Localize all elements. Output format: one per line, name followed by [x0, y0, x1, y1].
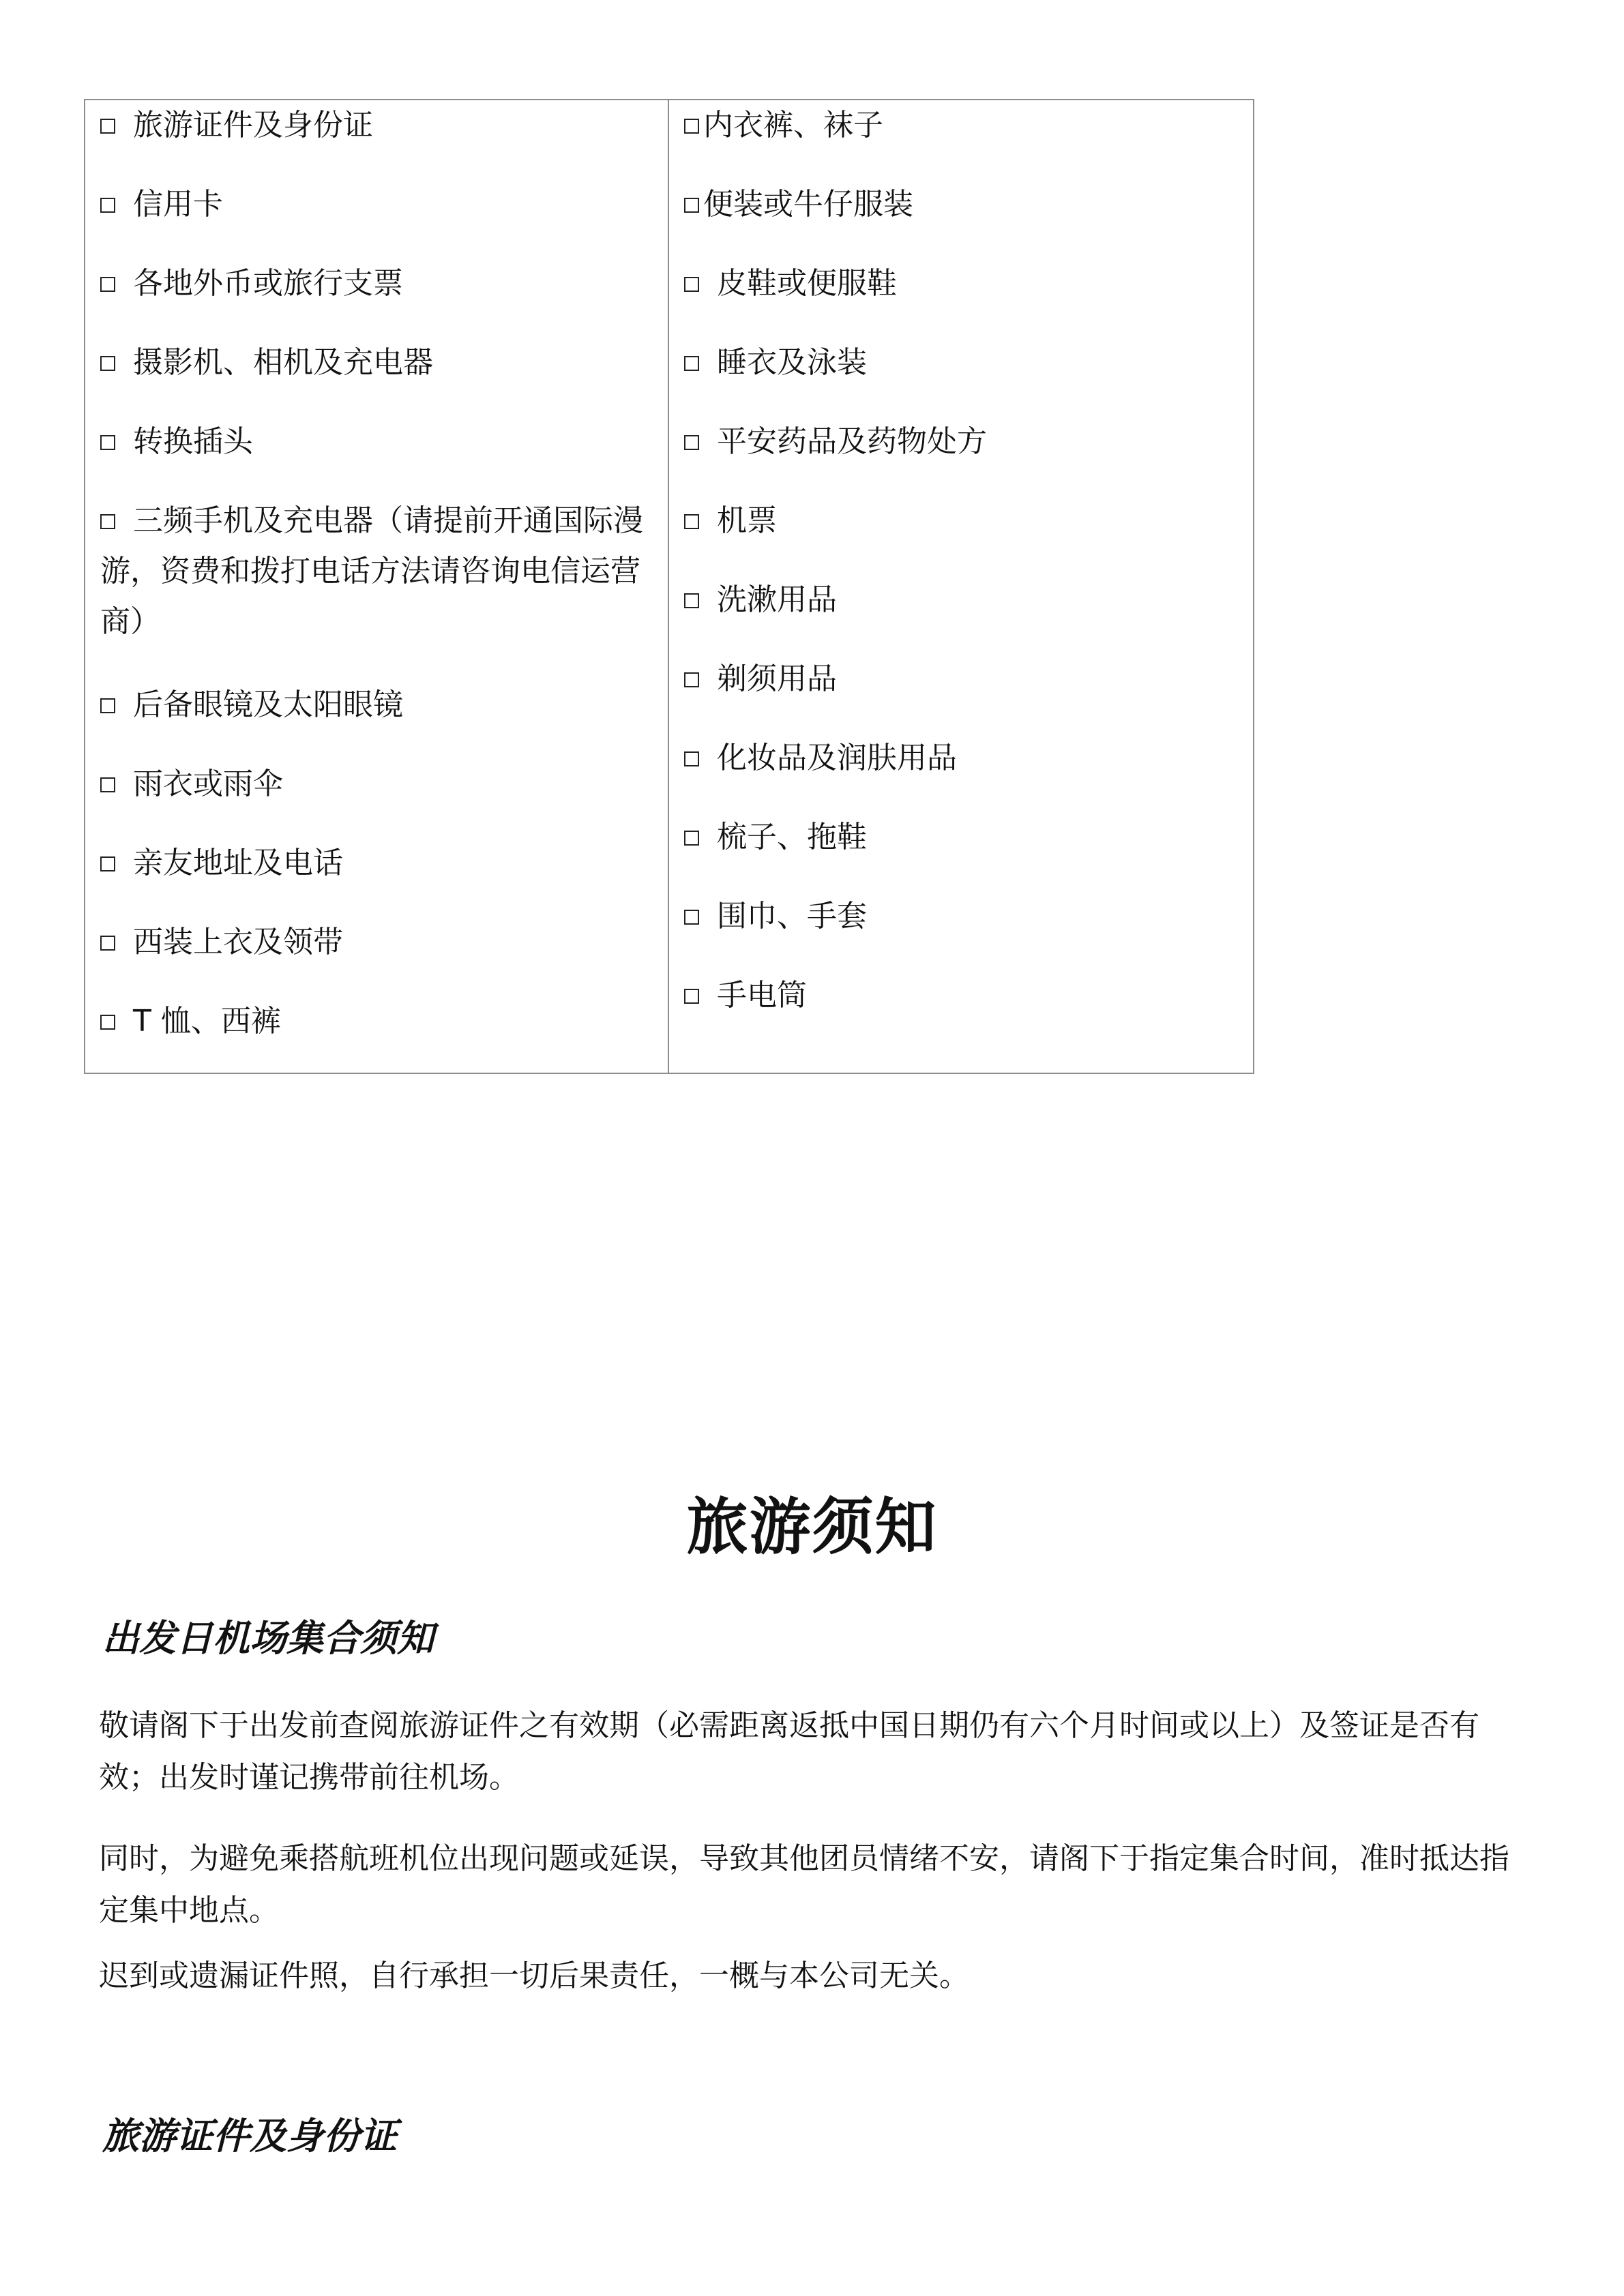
checklist-right-column [669, 100, 1253, 1073]
checklist-item[interactable]: 信用卡 [100, 179, 653, 230]
checkbox-icon[interactable] [100, 936, 115, 951]
checkbox-icon[interactable] [684, 356, 699, 371]
checklist-item[interactable]: 睡衣及泳装 [684, 338, 1238, 388]
page-title: 旅游须知 [686, 1491, 938, 1563]
checklist-item[interactable]: 梳子、拖鞋 [684, 812, 1238, 863]
paragraph-document-validity: 敬请阁下于出发前查阅旅游证件之有效期（必需距离返抵中国日期仍有六个月时间或以上）及签证是否有效；出发时谨记携带前往机场。 [99, 1708, 1479, 1795]
packing-checklist-table [84, 99, 1254, 1074]
checklist-item[interactable]: 围巾、手套 [684, 891, 1238, 942]
checkbox-icon[interactable] [684, 672, 699, 687]
checkbox-icon[interactable] [684, 989, 699, 1004]
checklist-item[interactable]: 平安药品及药物处方 [684, 417, 1238, 467]
checkbox-icon[interactable] [684, 514, 699, 529]
checklist-item[interactable]: 旅游证件及身份证 [100, 100, 653, 151]
checklist-item[interactable]: 化妆品及润肤用品 [684, 733, 1238, 784]
checklist-item[interactable]: 内衣裤、袜子 [684, 100, 1238, 151]
checklist-item[interactable]: 亲友地址及电话 [100, 838, 653, 889]
checkbox-icon[interactable] [100, 198, 115, 213]
section-heading-travel-documents: 旅游证件及身份证 [102, 2115, 397, 2158]
checklist-item[interactable]: 转换插头 [100, 417, 653, 467]
checkbox-icon[interactable] [684, 751, 699, 766]
checkbox-icon[interactable] [100, 119, 115, 134]
checkbox-icon[interactable] [100, 514, 115, 529]
checklist-item[interactable]: 后备眼镜及太阳眼镜 [100, 680, 653, 730]
checklist-item[interactable]: 三频手机及充电器（请提前开通国际漫游，资费和拨打电话方法请咨询电信运营商） [100, 503, 643, 639]
checkbox-icon[interactable] [100, 1015, 115, 1030]
checkbox-icon[interactable] [684, 910, 699, 925]
checklist-item[interactable]: 皮鞋或便服鞋 [684, 258, 1238, 309]
checklist-item[interactable]: 洗漱用品 [684, 575, 1238, 625]
checklist-item[interactable]: 手电筒 [684, 970, 1238, 1021]
paragraph-liability: 迟到或遗漏证件照，自行承担一切后果责任，一概与本公司无关。 [99, 1958, 969, 1993]
checkbox-icon[interactable] [100, 435, 115, 450]
checkbox-icon[interactable] [100, 356, 115, 371]
checkbox-icon[interactable] [684, 277, 699, 292]
checkbox-icon[interactable] [100, 777, 115, 792]
section-heading-departure: 出发日机场集合须知 [102, 1617, 434, 1660]
checkbox-icon[interactable] [684, 831, 699, 846]
checkbox-icon[interactable] [100, 856, 115, 871]
checklist-item[interactable]: 雨衣或雨伞 [100, 759, 653, 809]
checkbox-icon[interactable] [100, 698, 115, 713]
checklist-item[interactable]: 西装上衣及领带 [100, 917, 653, 968]
checklist-item[interactable]: 剃须用品 [684, 654, 1238, 704]
checklist-item[interactable]: T 恤、西裤 [100, 996, 653, 1047]
checklist-item[interactable]: 各地外币或旅行支票 [100, 258, 653, 309]
paragraph-punctuality: 同时，为避免乘搭航班机位出现问题或延误，导致其他团员情绪不安，请阁下于指定集合时间，准时抵达指定集中地点。 [99, 1841, 1509, 1928]
checkbox-icon[interactable] [684, 119, 699, 134]
checklist-item[interactable]: 便装或牛仔服装 [684, 179, 1238, 230]
checkbox-icon[interactable] [684, 435, 699, 450]
checkbox-icon[interactable] [684, 593, 699, 608]
checklist-item[interactable]: 摄影机、相机及充电器 [100, 338, 653, 388]
checklist-item[interactable]: 机票 [684, 496, 1238, 546]
checklist-left-column [85, 100, 669, 1073]
checkbox-icon[interactable] [100, 277, 115, 292]
checkbox-icon[interactable] [684, 198, 699, 213]
